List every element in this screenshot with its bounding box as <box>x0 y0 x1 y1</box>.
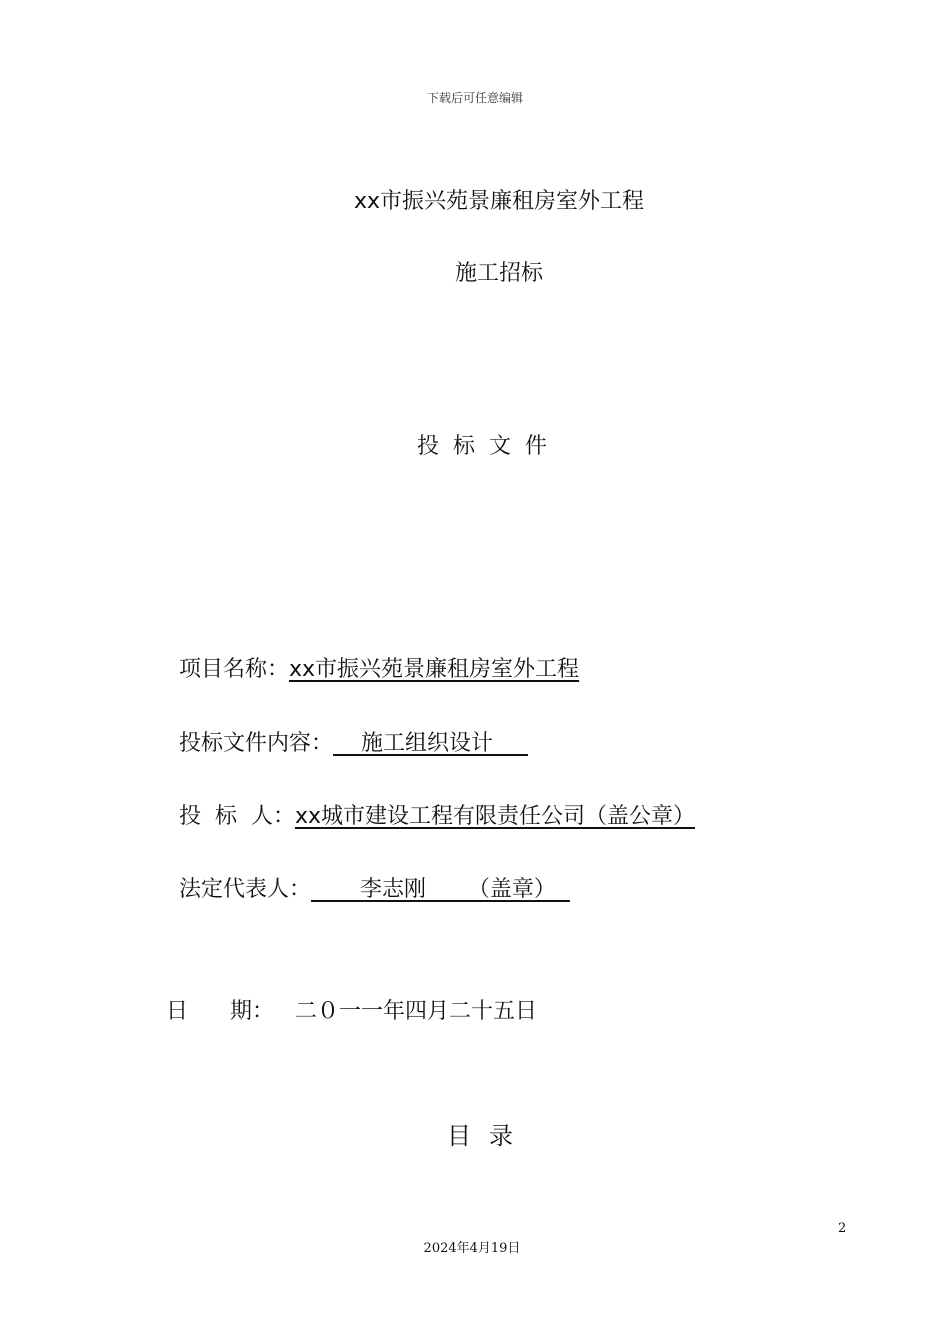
project-name-label: 项目名称： <box>179 657 290 682</box>
project-name-value: xx市振兴苑景廉租房室外工程 <box>289 657 580 682</box>
bid-content-row <box>179 726 528 757</box>
date-row: 日 期： 二０一一年四月二十五日 <box>166 999 537 1024</box>
bid-content-label: 投标文件内容： <box>179 731 334 756</box>
cover-title-line2: 施工招标 <box>454 261 543 286</box>
legal-representative-row <box>179 872 570 903</box>
table-of-contents-heading: 目录 <box>447 1122 531 1150</box>
header-note: 下载后可任意编辑 <box>426 91 523 105</box>
document-type-heading: 投标文件 <box>416 434 561 459</box>
legal-representative-label: 法定代表人： <box>179 877 312 902</box>
bidder-value: xx城市建设工程有限责任公司（盖公章） <box>294 804 696 829</box>
page-number: 2 <box>838 1221 847 1236</box>
bidder-label: 投 标 人： <box>179 804 295 829</box>
cover-title-line1: xx市振兴苑景廉租房室外工程 <box>353 189 645 214</box>
bid-content-value: 施工组织设计 <box>333 731 528 756</box>
project-name-row <box>179 652 579 683</box>
footer-date: 2024年4月19日 <box>423 1241 521 1256</box>
bidder-row <box>179 799 695 830</box>
legal-representative-value: 李志刚 （盖章） <box>311 877 570 902</box>
